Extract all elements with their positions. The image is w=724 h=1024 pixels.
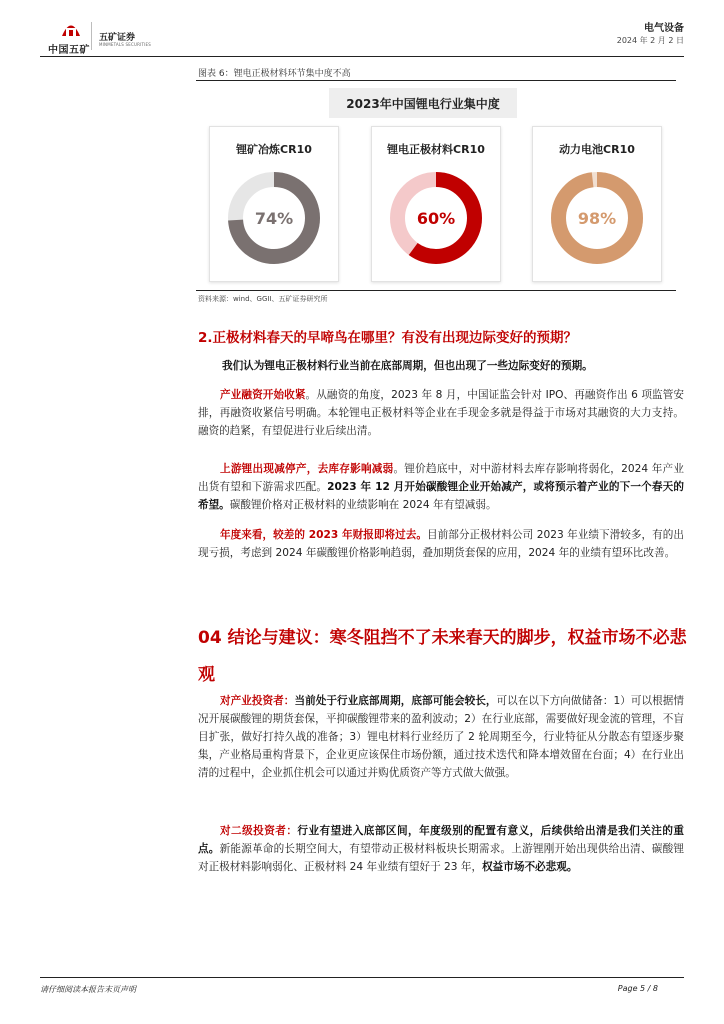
figure-source: 资料来源：wind、GGII、五矿证券研究所 [198, 295, 328, 303]
logo-divider [91, 22, 92, 50]
paragraph-highlight: 对产业投资者： [220, 695, 295, 707]
paragraph-secondary-investors [198, 822, 684, 876]
figure-title-box [329, 88, 517, 118]
page-number: Page 5 / 8 [617, 984, 658, 993]
paragraph-industry-investors [198, 692, 684, 782]
paragraph-bold: 2023 年 12 月开始碳酸锂企业开始减产，或将预示着产业的下一个春天的希望。 [198, 481, 685, 511]
header-divider [40, 56, 684, 57]
paragraph-text: 目前部分正极材料公司 2023 年业绩下滑较多，有的出现亏损，考虑到 2024 年碳酸锂价格影响趋弱，叠加期货套保的应用，2024 年的业绩有望环比改善。 [198, 529, 684, 559]
paragraph-bold: 权益市场不必悲观。 [482, 861, 578, 873]
company-name: 中国五矿 [48, 45, 90, 56]
conclusion-heading: 04 结论与建议：寒冬阻挡不了未来春天的脚步，权益市场不必悲观 [198, 628, 687, 685]
donut-value-label: 98% [577, 209, 617, 228]
chart-title: 锂电正极材料CR10 [387, 143, 485, 156]
paragraph-highlight: 对二级投资者： [220, 825, 298, 837]
section-lead: 我们认为锂电正极材料行业当前在底部周期，但也出现了一些边际变好的预期。 [222, 360, 593, 372]
securities-name: 五矿证券 [99, 33, 136, 43]
donut-chart [227, 171, 321, 265]
figure-top-rule [196, 80, 676, 81]
footer-divider [40, 977, 684, 978]
donut-chart [550, 171, 644, 265]
paragraph-annual [198, 526, 684, 562]
figure-caption: 图表 6：锂电正极材料环节集中度不高 [198, 69, 351, 79]
footer-disclaimer: 请仔细阅读本报告末页声明 [40, 985, 136, 994]
chart-title: 动力电池CR10 [559, 143, 635, 156]
paragraph-text: 可以在以下方向做储备：1）可以根据情况开展碳酸锂的期货套保，平抑碳酸锂带来的盈利波动；2）在行业底部，需要做好现金流的管理，不盲目扩张，做好打持久战的准备；3）锂电材料行业经历了 2 轮周期至今，行业特征从分散态有望逐步聚集，产业格局重构背景下，企业更应该保住市场份额，通过技术迭代和降本增效留在台面；4）在行业出清的过程中，企业抓住机会可以通过并购优质资产等方式做大做强。 [198, 695, 684, 779]
donut-value-label: 60% [416, 209, 456, 228]
report-date: 2024 年 2 月 2 日 [616, 36, 684, 45]
paragraph-bold: 行业有望进入底部区间，年度级别的配置有意义，后续供给出清是我们关注的重点。 [198, 825, 685, 855]
chart-title: 锂矿冶炼CR10 [236, 143, 312, 156]
figure-bottom-rule [196, 290, 676, 291]
paragraph-text: 。锂价趋底中，对中游材料去库存影响将弱化，2024 年产业出货有望和下游需求匹配。 [198, 463, 684, 493]
paragraph-bold: 当前处于行业底部周期，底部可能会较长， [294, 695, 497, 707]
figure-title: 2023年中国锂电行业集中度 [346, 96, 500, 111]
paragraph-financing [198, 386, 684, 440]
chart-card-cathode-materials [371, 126, 501, 282]
paragraph-highlight: 产业融资开始收紧 [220, 389, 306, 401]
chart-card-lithium-smelting [209, 126, 339, 282]
donut-chart [389, 171, 483, 265]
chart-card-power-battery [532, 126, 662, 282]
donut-value-label: 74% [254, 209, 294, 228]
section-heading: 2.正极材料春天的早啼鸟在哪里？有没有出现边际变好的预期？ [198, 330, 578, 346]
paragraph-text: 。从融资的角度，2023 年 8 月，中国证监会针对 IPO、再融资作出 6 项监管安排，再融资收紧信号明确。本轮锂电正极材料等企业在手现金多就是得益于市场对其融资的大力支持。融资的趋紧，有望促进行业后续出清。 [198, 389, 685, 437]
minmetals-logo-icon [60, 19, 82, 37]
report-category: 电气设备 [644, 23, 684, 34]
paragraph-upstream [198, 460, 684, 514]
paragraph-highlight: 上游锂出现减停产，去库存影响减弱 [220, 463, 394, 475]
paragraph-text: 碳酸锂价格对正极材料的业绩影响在 2024 年有望减弱。 [229, 499, 497, 511]
securities-name-en: MINMETALS SECURITIES [99, 42, 151, 47]
paragraph-highlight: 年度来看，较差的 2023 年财报即将过去。 [220, 529, 428, 541]
paragraph-text: 新能源革命的长期空间大，有望带动正极材料板块长期需求。上游锂刚开始出现供给出清、碳酸锂对正极材料影响弱化、正极材料 24 年业绩有望好于 23 年， [198, 843, 684, 873]
